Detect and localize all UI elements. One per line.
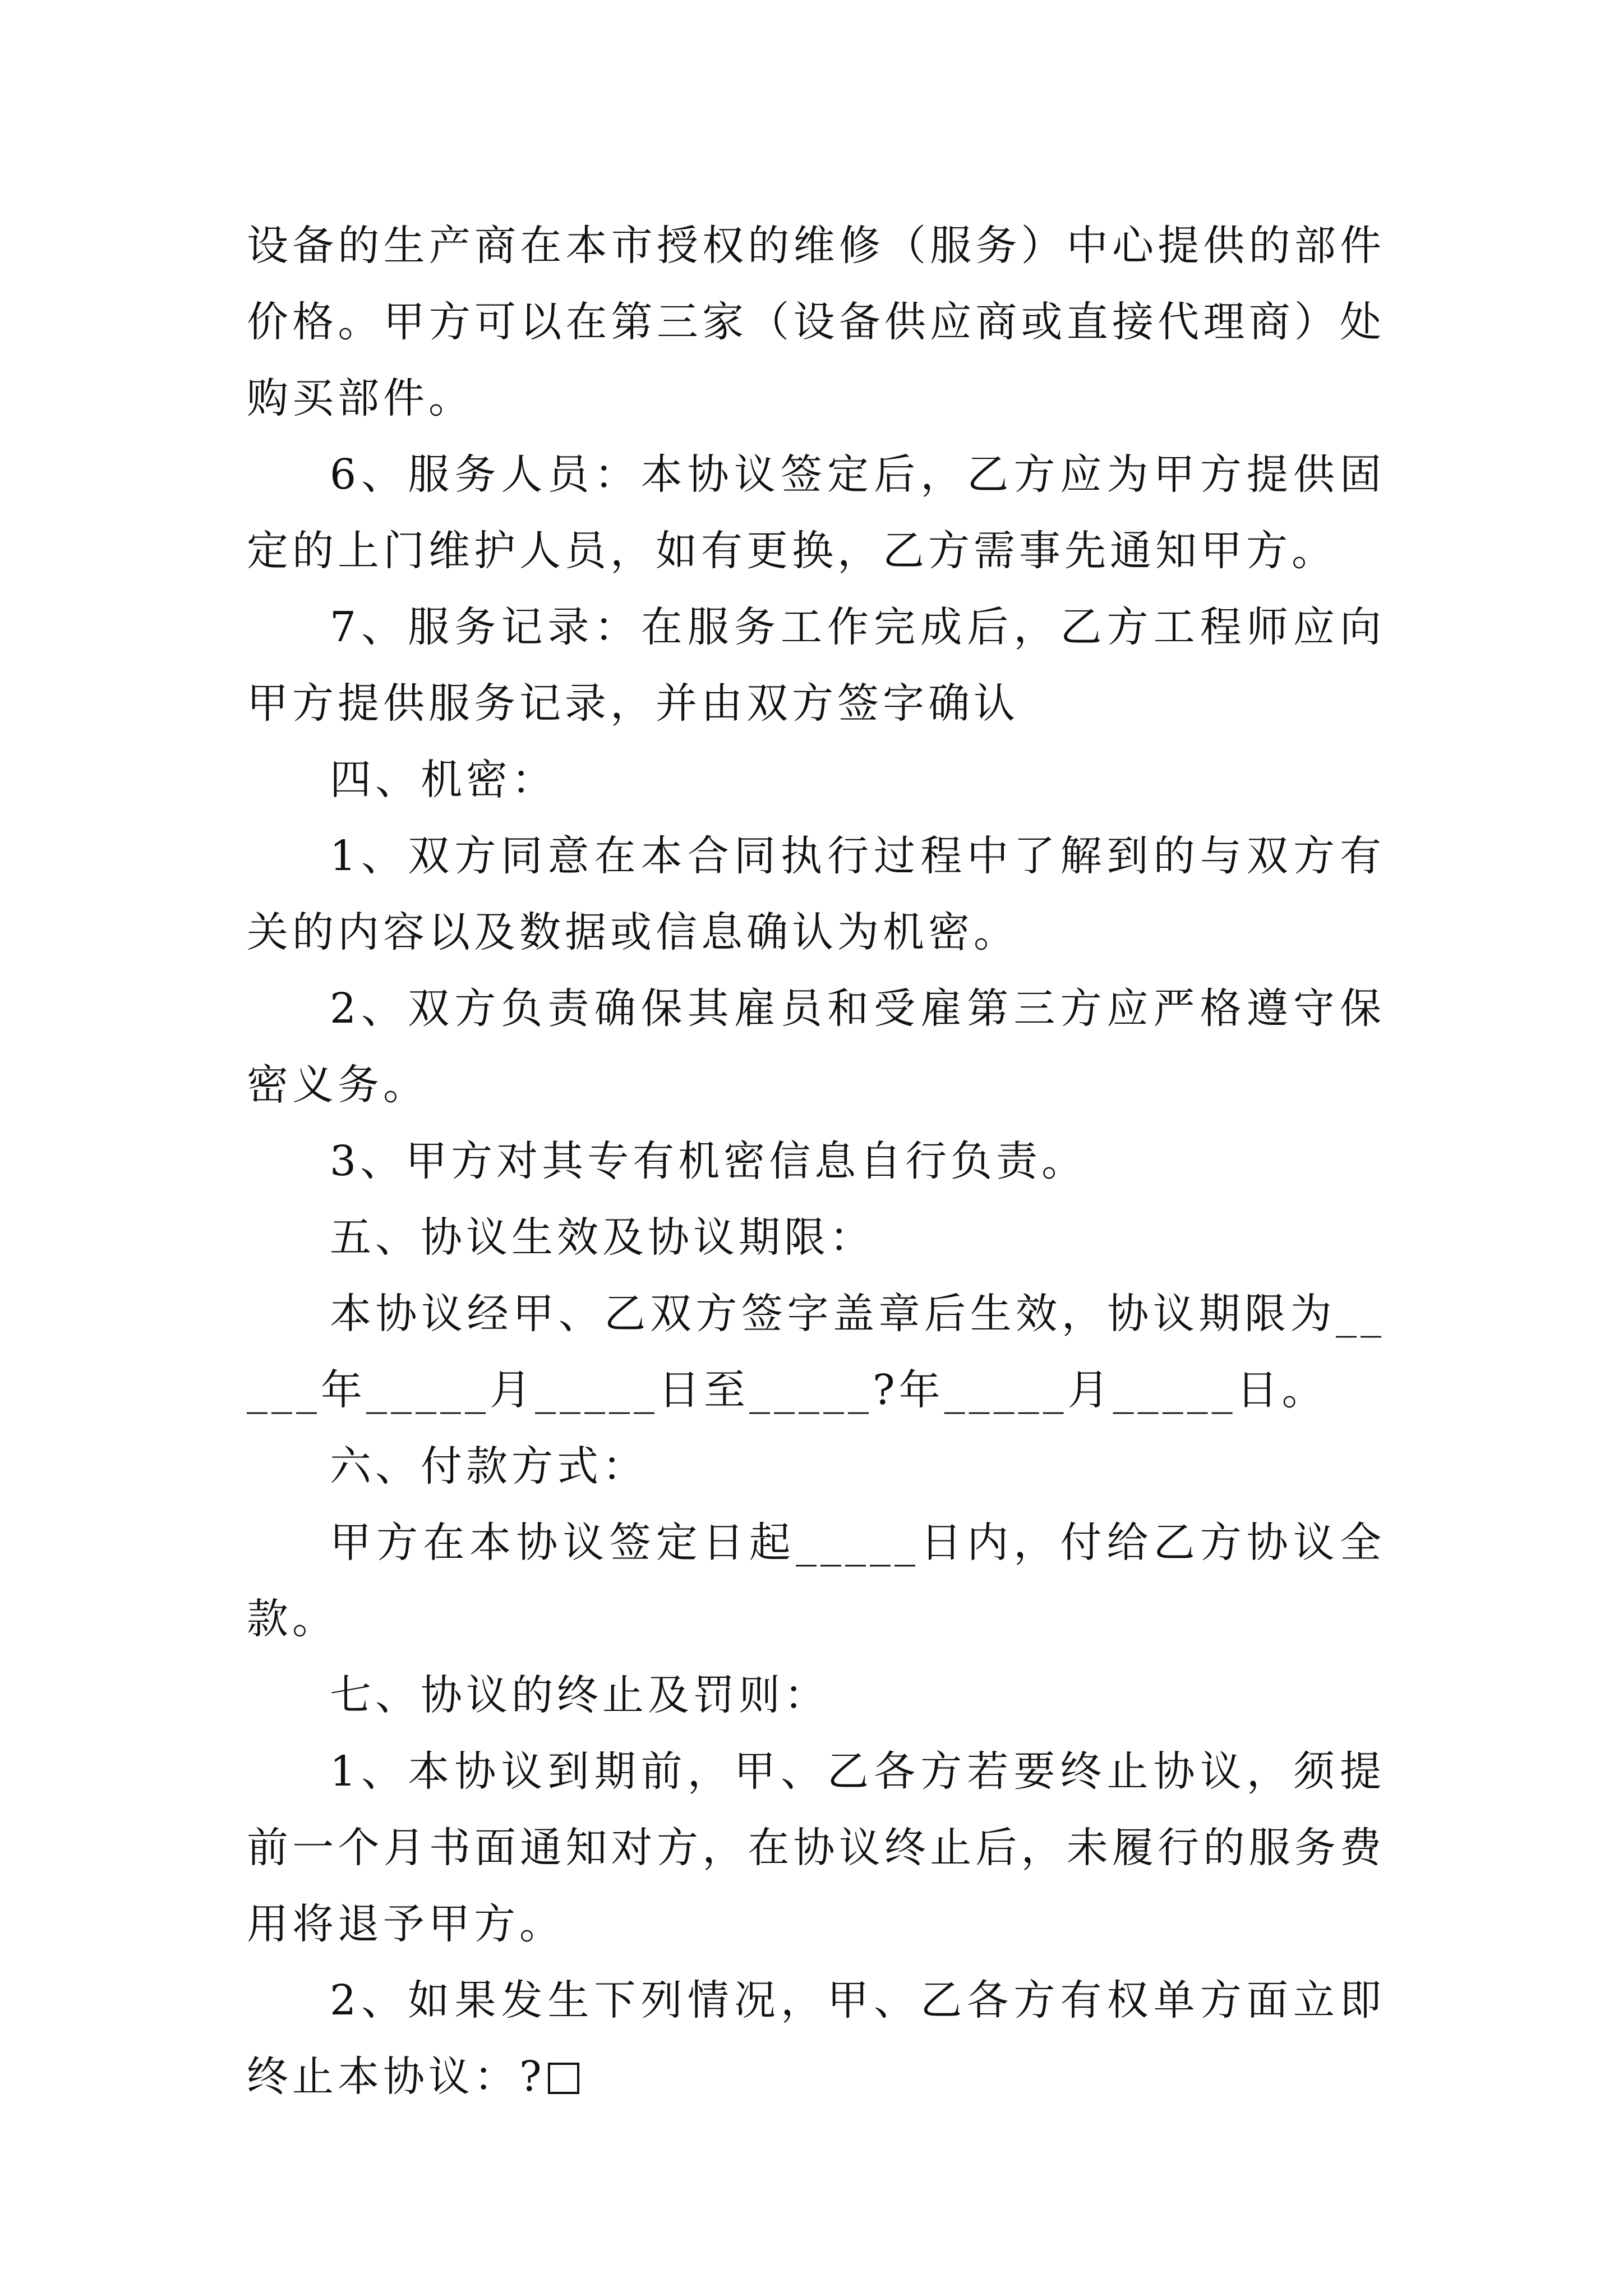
document-body (247, 208, 1385, 2115)
paragraph-parts-price: 设备的生产商在本市授权的维修（服务）中心提供的部件价格。甲方可以在第三家（设备供应商或直接代理商）处购买部件。 (247, 222, 1385, 422)
heading-effective-term: 五、协议生效及协议期限： (330, 1213, 875, 1262)
heading-payment-method: 六、付款方式： (330, 1442, 648, 1490)
heading-confidentiality: 四、机密： (330, 756, 557, 804)
heading-termination-penalties: 七、协议的终止及罚则： (330, 1671, 829, 1719)
paragraph-service-staff: 6、服务人员：本协议签定后，乙方应为甲方提供固定的上门维护人员，如有更换，乙方需事先通知甲方。 (247, 450, 1385, 575)
unilateral-termination-text: 2、如果发生下列情况，甲、乙各方有权单方面立即终止本协议：? (247, 1976, 1385, 2101)
paragraph-payment-terms: 甲方在本协议签定日起_____日内，付给乙方协议全款。 (247, 1519, 1385, 1643)
paragraph-employee-obligation: 2、双方负责确保其雇员和受雇第三方应严格遵守保密义务。 (247, 984, 1385, 1109)
paragraph-service-record: 7、服务记录：在服务工作完成后，乙方工程师应向甲方提供服务记录，并由双方签字确认 (247, 603, 1385, 728)
paragraph-unilateral-termination (247, 1962, 1385, 2115)
checkbox-icon (548, 2063, 579, 2094)
paragraph-proprietary-info: 3、甲方对其专有机密信息自行负责。 (330, 1137, 1087, 1185)
paragraph-confidential-content: 1、双方同意在本合同执行过程中了解到的与双方有关的内容以及数据或信息确认为机密。 (247, 832, 1385, 956)
paragraph-early-termination: 1、本协议到期前，甲、乙各方若要终止协议，须提前一个月书面通知对方，在协议终止后，未履行的服务费用将退予甲方。 (247, 1747, 1385, 1948)
paragraph-agreement-term: 本协议经甲、乙双方签字盖章后生效，协议期限为_____年_____月_____日至_____?年_____月_____日。 (247, 1290, 1385, 1414)
